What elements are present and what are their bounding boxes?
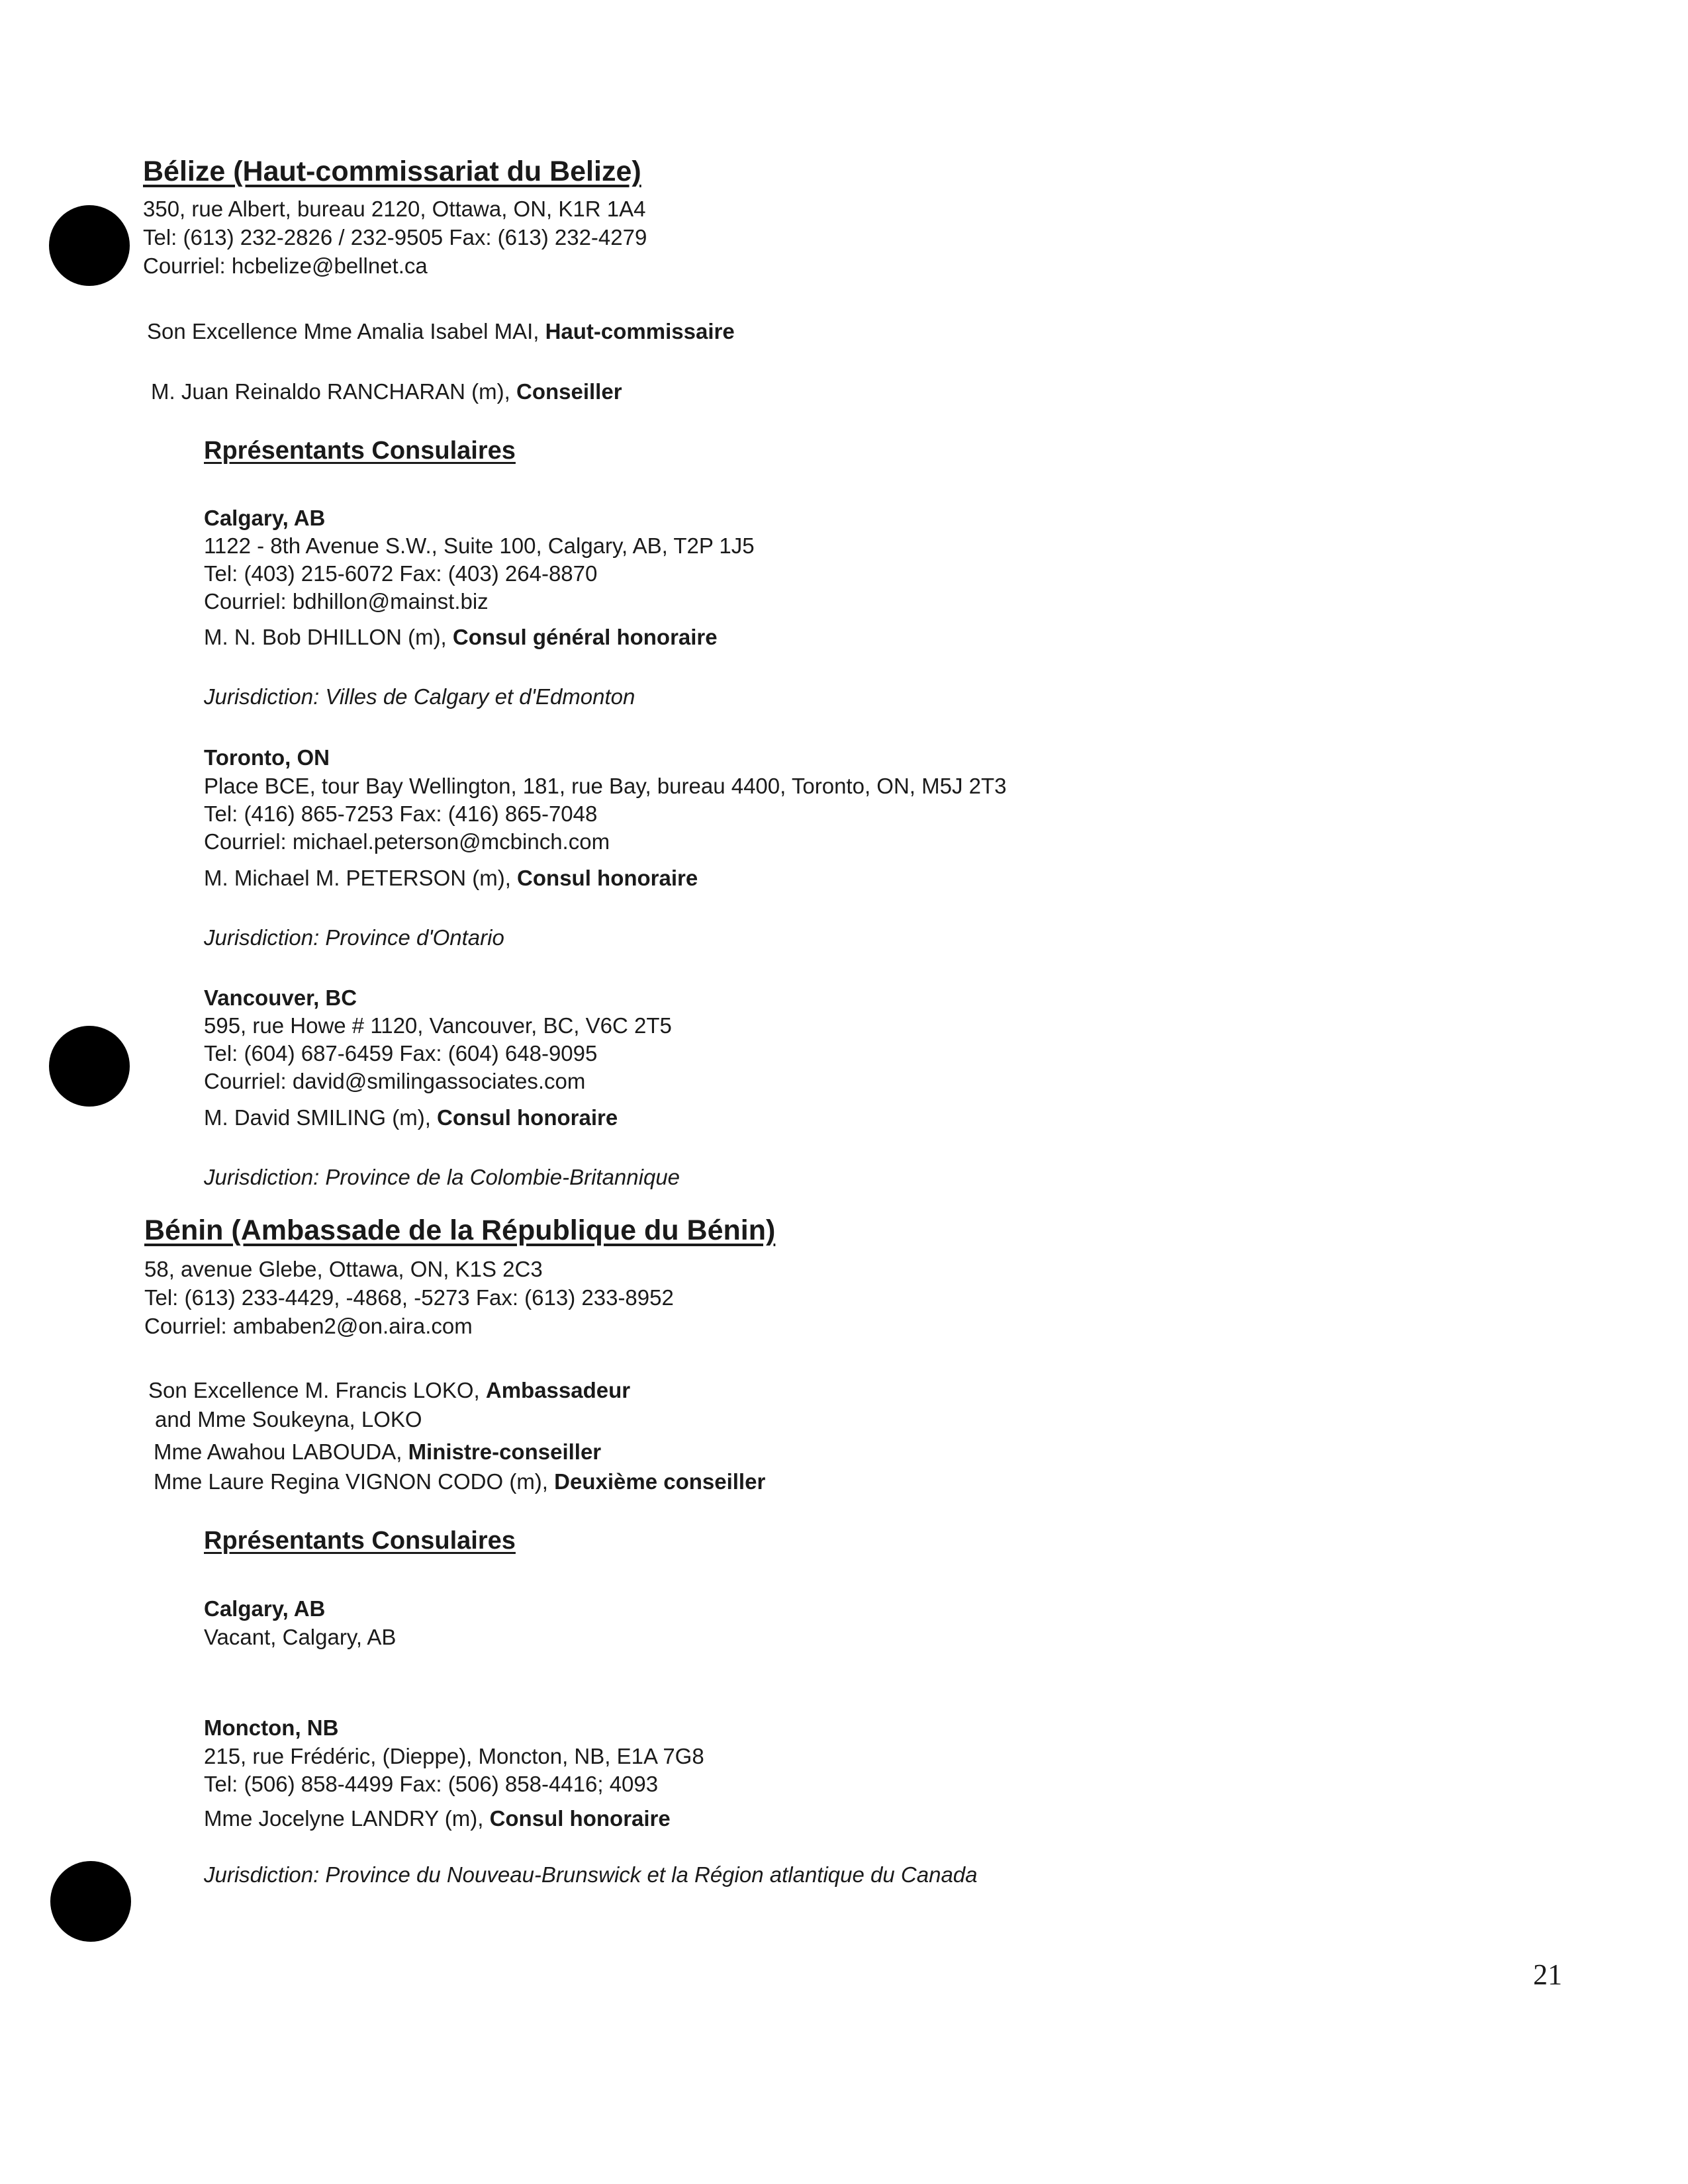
belize-toronto-address: Place BCE, tour Bay Wellington, 181, rue Bay, bureau 4400, Toronto, ON, M5J 2T3 <box>204 774 1007 798</box>
benin-moncton-person <box>204 1805 671 1833</box>
staff-name: Mme Laure Regina VIGNON CODO (m), <box>154 1469 555 1494</box>
belize-staff-1 <box>147 318 735 345</box>
staff-title: Conseiller <box>516 379 622 404</box>
staff-name: Mme Awahou LABOUDA, <box>154 1439 408 1464</box>
staff-name: and Mme Soukeyna, LOKO <box>155 1407 422 1432</box>
belize-tel: Tel: (613) 232-2826 / 232-9505 Fax: (613) 232-4279 <box>143 225 647 250</box>
benin-title: Bénin (Ambassade de la République du Bénin) <box>144 1214 776 1246</box>
belize-vancouver-city: Vancouver, BC <box>204 985 357 1010</box>
belize-calgary-jurisdiction: Jurisdiction: Villes de Calgary et d'Edmonton <box>204 684 635 709</box>
belize-toronto-tel: Tel: (416) 865-7253 Fax: (416) 865-7048 <box>204 801 598 826</box>
staff-name: Son Excellence Mme Amalia Isabel MAI, <box>147 319 545 343</box>
benin-address: 58, avenue Glebe, Ottawa, ON, K1S 2C3 <box>144 1257 543 1281</box>
benin-moncton-jurisdiction: Jurisdiction: Province du Nouveau-Brunswick et la Région atlantique du Canada <box>204 1862 978 1887</box>
belize-email: Courriel: hcbelize@bellnet.ca <box>143 253 428 278</box>
punch-hole-top <box>49 205 130 286</box>
belize-vancouver-jurisdiction: Jurisdiction: Province de la Colombie-Britannique <box>204 1165 680 1189</box>
benin-staff-1 <box>148 1377 630 1404</box>
benin-staff-4 <box>154 1468 765 1496</box>
belize-toronto-city: Toronto, ON <box>204 745 330 770</box>
benin-staff-2 <box>155 1406 422 1433</box>
belize-calgary-email: Courriel: bdhillon@mainst.biz <box>204 589 489 614</box>
belize-address: 350, rue Albert, bureau 2120, Ottawa, ON, K1R 1A4 <box>143 197 646 221</box>
staff-name: Son Excellence M. Francis LOKO, <box>148 1378 486 1402</box>
belize-toronto-person <box>204 864 698 892</box>
belize-calgary-address: 1122 - 8th Avenue S.W., Suite 100, Calgary, AB, T2P 1J5 <box>204 533 755 558</box>
belize-calgary-tel: Tel: (403) 215-6072 Fax: (403) 264-8870 <box>204 561 598 586</box>
punch-hole-middle <box>49 1026 130 1107</box>
staff-title: Deuxième conseiller <box>554 1469 766 1494</box>
belize-calgary-person <box>204 623 718 651</box>
staff-title: Ministre-conseiller <box>408 1439 602 1464</box>
person-name: Mme Jocelyne LANDRY (m), <box>204 1806 490 1831</box>
belize-title: Bélize (Haut-commissariat du Belize) <box>143 156 641 187</box>
belize-vancouver-address: 595, rue Howe # 1120, Vancouver, BC, V6C 2T5 <box>204 1013 672 1038</box>
belize-toronto-jurisdiction: Jurisdiction: Province d'Ontario <box>204 925 504 950</box>
staff-title: Haut-commissaire <box>545 319 735 343</box>
belize-staff-2 <box>151 378 622 406</box>
staff-title: Ambassadeur <box>485 1378 631 1402</box>
benin-moncton-city: Moncton, NB <box>204 1715 339 1740</box>
person-name: M. David SMILING (m), <box>204 1105 438 1130</box>
benin-tel: Tel: (613) 233-4429, -4868, -5273 Fax: (613) 233-8952 <box>144 1285 674 1310</box>
page-number: 21 <box>1533 1958 1562 1991</box>
staff-name: M. Juan Reinaldo RANCHARAN (m), <box>151 379 516 404</box>
benin-consular-heading: Rprésentants Consulaires <box>204 1527 516 1555</box>
belize-vancouver-email: Courriel: david@smilingassociates.com <box>204 1069 586 1093</box>
benin-calgary-city: Calgary, AB <box>204 1596 326 1621</box>
person-role: Consul général honoraire <box>452 625 718 649</box>
belize-calgary-city: Calgary, AB <box>204 506 326 530</box>
person-role: Consul honoraire <box>489 1806 671 1831</box>
belize-consular-heading: Rprésentants Consulaires <box>204 437 516 465</box>
belize-toronto-email: Courriel: michael.peterson@mcbinch.com <box>204 829 610 854</box>
benin-email: Courriel: ambaben2@on.aira.com <box>144 1314 473 1338</box>
punch-hole-bottom <box>50 1861 131 1942</box>
belize-vancouver-person <box>204 1104 618 1132</box>
benin-moncton-address: 215, rue Frédéric, (Dieppe), Moncton, NB, E1A 7G8 <box>204 1744 704 1768</box>
person-role: Consul honoraire <box>437 1105 618 1130</box>
benin-staff-3 <box>154 1438 601 1466</box>
benin-moncton-tel: Tel: (506) 858-4499 Fax: (506) 858-4416; 4093 <box>204 1772 659 1796</box>
belize-vancouver-tel: Tel: (604) 687-6459 Fax: (604) 648-9095 <box>204 1041 598 1066</box>
benin-calgary-address: Vacant, Calgary, AB <box>204 1625 397 1649</box>
person-name: M. Michael M. PETERSON (m), <box>204 866 518 890</box>
person-name: M. N. Bob DHILLON (m), <box>204 625 453 649</box>
person-role: Consul honoraire <box>517 866 698 890</box>
